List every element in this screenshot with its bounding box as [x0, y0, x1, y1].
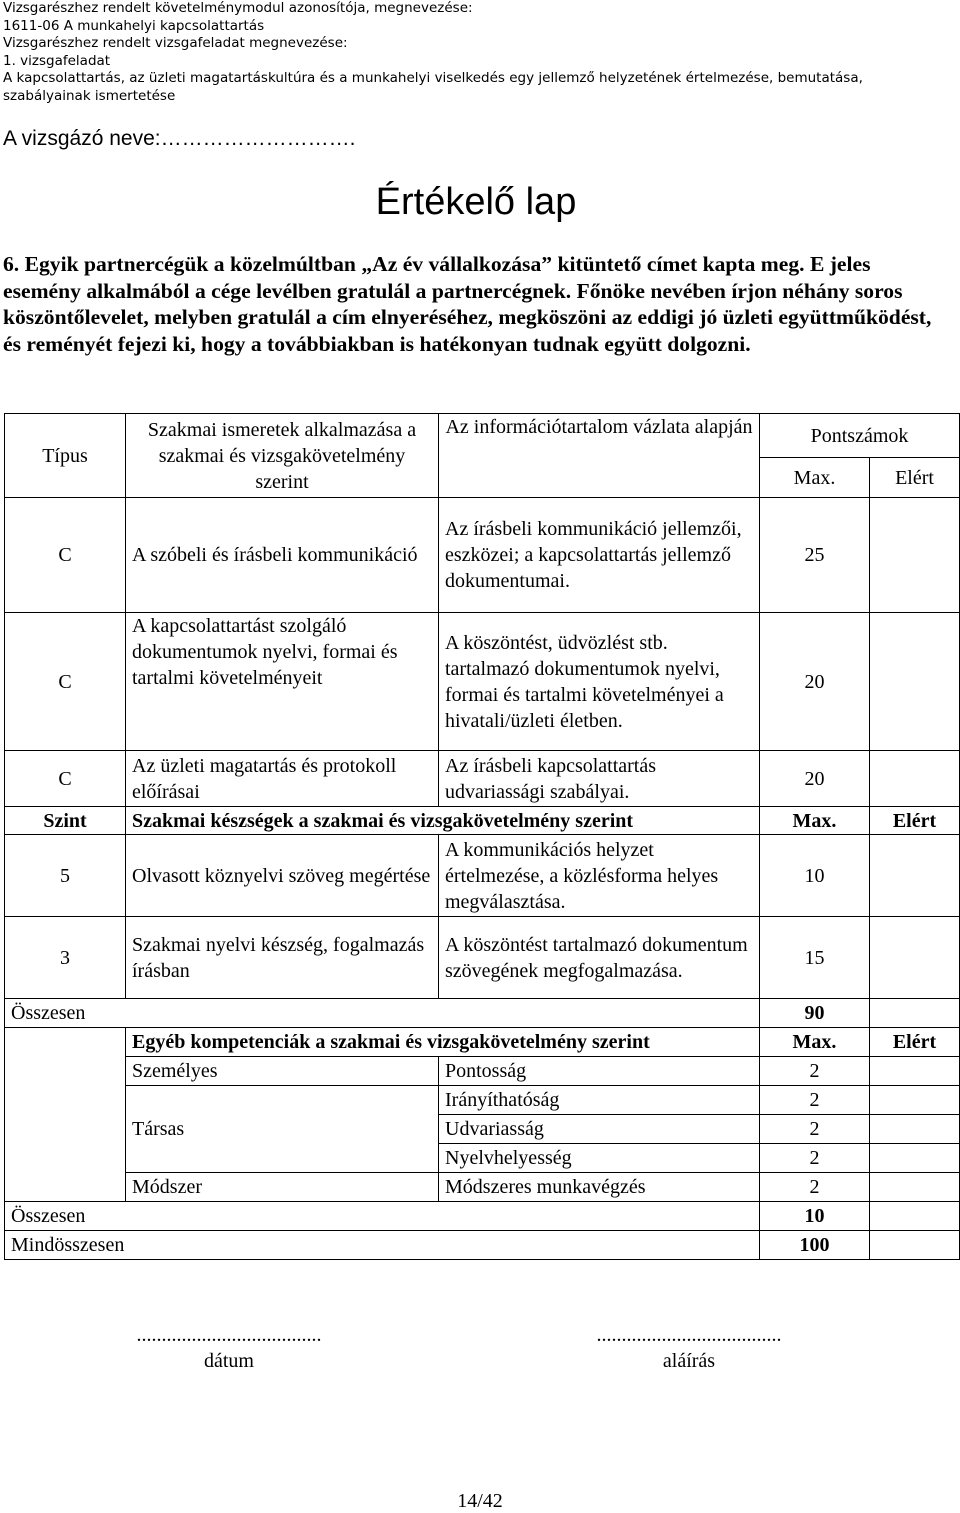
competency-achieved-cell[interactable] — [870, 1115, 960, 1144]
header-knowledge: Szakmai ismeretek alkalmazása a szakmai és vizsgakövetelmény szerint — [126, 414, 439, 498]
competency-item: Pontosság — [439, 1057, 760, 1086]
skills-header-row — [5, 807, 960, 835]
row-achieved-cell[interactable] — [870, 498, 960, 613]
subtotal-value: 90 — [760, 999, 870, 1028]
skills-achieved-header: Elért — [870, 807, 960, 835]
header-achieved: Elért — [870, 458, 960, 498]
page-title — [0, 178, 960, 226]
signature-label: aláírás — [662, 1350, 716, 1372]
competency-max: 2 — [760, 1173, 870, 1202]
subtotal-row — [5, 999, 960, 1028]
task-prompt: 6. Egyik partnercégük a közelmúltban „Az év vállalkozása” kitüntető címet kapta meg. E jeles esemény alkalmából a cége levélben gratulál a partnercégnek. Főnöke nevében írjon néhány soros köszöntőlevelet, melyben gratulál a cím elnyeréséhez, megköszöni az eddigi jó üzleti együttműködést, és reményét fejezi ki, hogy a továbbiakban is hatékonyan tudnak együtt dolgozni. — [3, 252, 932, 356]
table-row — [5, 1057, 960, 1086]
competency-group: Módszer — [126, 1173, 439, 1202]
row-topic: Az üzleti magatartás és protokoll előírásai — [126, 751, 439, 807]
subtotal-label: Összesen — [5, 1202, 760, 1231]
competency-group: Személyes — [126, 1057, 439, 1086]
table-row — [5, 613, 960, 751]
table-row — [5, 917, 960, 999]
evaluation-table — [4, 413, 960, 1260]
row-content: Az írásbeli kapcsolattartás udvariassági szabályai. — [439, 751, 760, 807]
competency-max: 2 — [760, 1144, 870, 1173]
row-topic: A kapcsolattartást szolgáló dokumentumok nyelvi, formai és tartalmi követelményeit — [126, 613, 439, 751]
header-max: Max. — [760, 458, 870, 498]
task-label: Vizsgarészhez rendelt vizsgafeladat megnevezése: — [3, 35, 348, 52]
competency-achieved-cell[interactable] — [870, 1173, 960, 1202]
row-content: A köszöntést, üdvözlést stb. tartalmazó dokumentumok nyelvi, formai és tartalmi követelményei a hivatali/üzleti életben. — [439, 613, 760, 751]
row-max: 10 — [760, 835, 870, 917]
table-row — [5, 498, 960, 613]
row-type: C — [5, 751, 126, 807]
total-value: 100 — [760, 1231, 870, 1260]
date-label: dátum — [204, 1350, 254, 1372]
subtotal-value: 10 — [760, 1202, 870, 1231]
skills-max-header: Max. — [760, 807, 870, 835]
other-achieved-header: Elért — [870, 1028, 960, 1057]
task-number: 1. vizsgafeladat — [3, 52, 111, 69]
skills-level-header: Szint — [5, 807, 126, 835]
competency-achieved-cell[interactable] — [870, 1057, 960, 1086]
page-number: 14/42 — [457, 1490, 503, 1512]
other-max-header: Max. — [760, 1028, 870, 1057]
signature-dots[interactable]: ..................................... — [596, 1324, 782, 1346]
total-achieved-cell[interactable] — [870, 1231, 960, 1260]
table-row — [5, 751, 960, 807]
row-max: 15 — [760, 917, 870, 999]
row-achieved-cell[interactable] — [870, 917, 960, 999]
subtotal-achieved-cell[interactable] — [870, 999, 960, 1028]
row-level: 3 — [5, 917, 126, 999]
table-row — [5, 1173, 960, 1202]
header-points: Pontszámok — [760, 414, 960, 458]
row-max: 20 — [760, 613, 870, 751]
competency-achieved-cell[interactable] — [870, 1086, 960, 1115]
module-label: Vizsgarészhez rendelt követelménymodul azonosítója, megnevezése: — [3, 0, 473, 16]
competency-item: Módszeres munkavégzés — [439, 1173, 760, 1202]
subtotal-label: Összesen — [5, 999, 760, 1028]
row-achieved-cell[interactable] — [870, 835, 960, 917]
header-info: Az információtartalom vázlata alapján — [439, 414, 760, 498]
row-level: 5 — [5, 835, 126, 917]
row-topic: Olvasott köznyelvi szöveg megértése — [126, 835, 439, 917]
total-row — [5, 1231, 960, 1260]
date-signature-block — [88, 1322, 370, 1374]
module-name: 1611-06 A munkahelyi kapcsolattartás — [3, 17, 265, 34]
competency-max: 2 — [760, 1115, 870, 1144]
row-type: C — [5, 613, 126, 751]
row-achieved-cell[interactable] — [870, 751, 960, 807]
row-max: 25 — [760, 498, 870, 613]
competency-max: 2 — [760, 1086, 870, 1115]
task-description: A kapcsolattartás, az üzleti magatartáskultúra és a munkahelyi viselkedés egy jellemző helyzetének értelmezése, bemutatása, szabályainak ismertetése — [3, 70, 863, 104]
candidate-name-field[interactable]: A vizsgázó neve:………………………. — [3, 127, 356, 150]
competency-max: 2 — [760, 1057, 870, 1086]
row-content: Az írásbeli kommunikáció jellemzői, eszközei; a kapcsolattartás jellemző dokumentumai. — [439, 498, 760, 613]
document-header — [3, 0, 953, 106]
row-achieved-cell[interactable] — [870, 613, 960, 751]
row-topic: A szóbeli és írásbeli kommunikáció — [126, 498, 439, 613]
row-content: A köszöntést tartalmazó dokumentum szövegének megfogalmazása. — [439, 917, 760, 999]
competency-item: Nyelvhelyesség — [439, 1144, 760, 1173]
competency-item: Irányíthatóság — [439, 1086, 760, 1115]
subtotal-row — [5, 1202, 960, 1231]
competency-item: Udvariasság — [439, 1115, 760, 1144]
header-type: Típus — [5, 414, 126, 498]
subtotal-achieved-cell[interactable] — [870, 1202, 960, 1231]
table-row — [5, 1086, 960, 1115]
row-max: 20 — [760, 751, 870, 807]
row-topic: Szakmai nyelvi készség, fogalmazás írásban — [126, 917, 439, 999]
competency-group: Társas — [126, 1086, 439, 1173]
table-row — [5, 835, 960, 917]
total-label: Mindösszesen — [5, 1231, 760, 1260]
table-header-row — [5, 414, 960, 458]
date-dots[interactable]: ..................................... — [136, 1324, 322, 1346]
row-type: C — [5, 498, 126, 613]
page-title-text: Értékelő lap — [375, 181, 577, 223]
other-competencies-title: Egyéb kompetenciák a szakmai és vizsgakövetelmény szerint — [126, 1028, 760, 1057]
other-header-row — [5, 1028, 960, 1057]
skills-title: Szakmai készségek a szakmai és vizsgakövetelmény szerint — [126, 807, 760, 835]
signature-block — [548, 1322, 830, 1374]
competency-achieved-cell[interactable] — [870, 1144, 960, 1173]
row-content: A kommunikációs helyzet értelmezése, a közlésforma helyes megválasztása. — [439, 835, 760, 917]
